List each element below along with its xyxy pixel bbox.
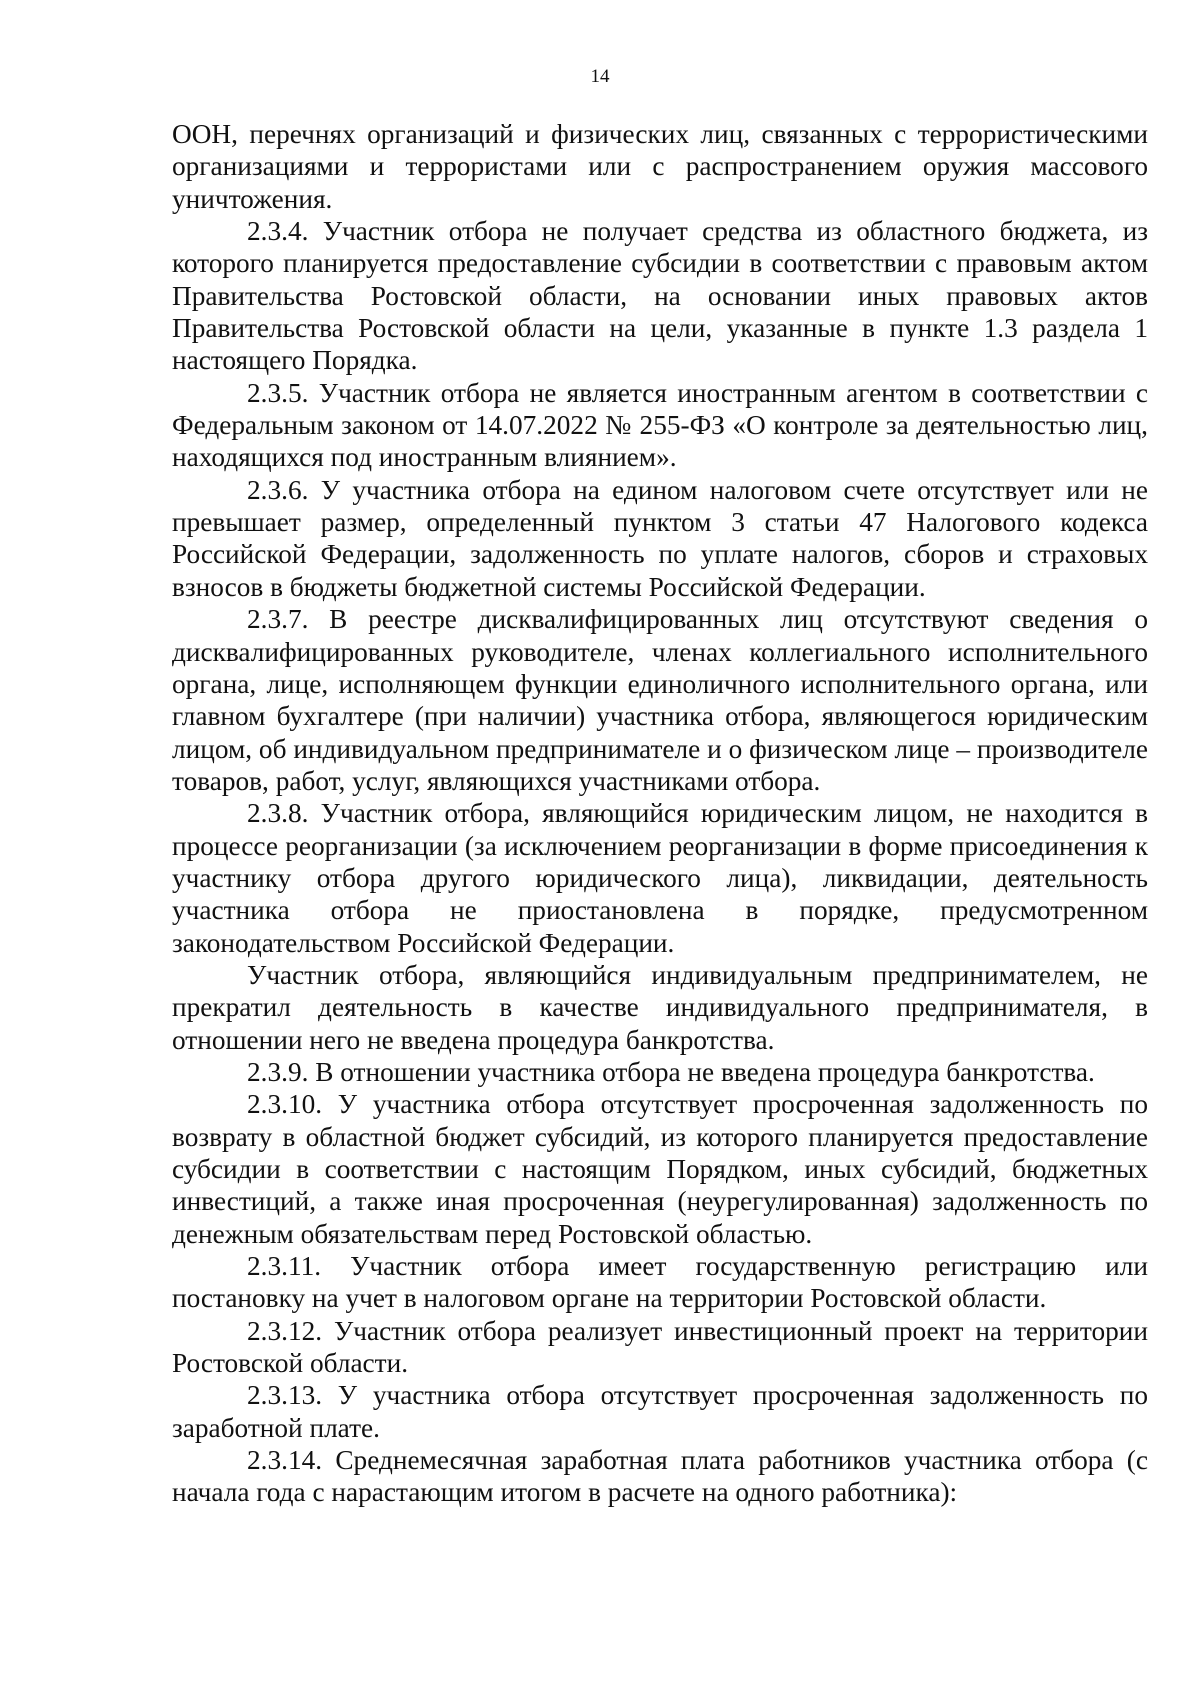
paragraph-2-3-14: 2.3.14. Среднемесячная заработная плата работников участника отбора (с начала года с нарастающим итогом в расчете на одного работника): bbox=[172, 1445, 1148, 1508]
paragraph-2-3-8-entrepreneur: Участник отбора, являющийся индивидуальным предпринимателем, не прекратил деятельность в качестве индивидуального предпринимателя, в отношении него не введена процедура банкротства. bbox=[172, 959, 1148, 1055]
paragraph-2-3-4: 2.3.4. Участник отбора не получает средства из областного бюджета, из которого планируется предоставление субсидии в соответствии с правовым актом Правительства Ростовской области, на основании иных правовых актов Правительства Ростовской области на цели, указанные в пункте 1.3 раздела 1 настоящего Порядка. bbox=[172, 216, 1148, 376]
page-number: 14 bbox=[590, 66, 610, 87]
paragraph-2-3-6: 2.3.6. У участника отбора на едином налоговом счете отсутствует или не превышает размер, определенный пунктом 3 статьи 47 Налогового кодекса Российской Федерации, задолженность по уплате налогов, сборов и страховых взносов в бюджеты бюджетной системы Российской Федерации. bbox=[172, 474, 1148, 602]
paragraph-2-3-5: 2.3.5. Участник отбора не является иностранным агентом в соответствии с Федеральным законом от 14.07.2022 № 255-ФЗ «О контроле за деятельностью лиц, находящихся под иностранным влиянием». bbox=[172, 377, 1148, 473]
paragraph-2-3-10: 2.3.10. У участника отбора отсутствует просроченная задолженность по возврату в областной бюджет субсидий, из которого планируется предоставление субсидии в соответствии с настоящим Порядком, иных субсидий, бюджетных инвестиций, а также иная просроченная (неурегулированная) задолженность по денежным обязательствам перед Ростовской областью. bbox=[172, 1089, 1148, 1249]
document-body bbox=[172, 118, 1148, 1509]
paragraph-2-3-13: 2.3.13. У участника отбора отсутствует просроченная задолженность по заработной плате. bbox=[172, 1380, 1148, 1443]
paragraph-2-3-8: 2.3.8. Участник отбора, являющийся юридическим лицом, не находится в процессе реорганизации (за исключением реорганизации в форме присоединения к участнику отбора другого юридического лица), ликвидации, деятельность участника отбора не приостановлена в порядке, предусмотренном законодательством Российской Федерации. bbox=[172, 798, 1148, 958]
paragraph-continuation: ООН, перечнях организаций и физических лиц, связанных с террористическими организациями и террористами или с распространением оружия массового уничтожения. bbox=[172, 119, 1148, 214]
paragraph-2-3-7: 2.3.7. В реестре дисквалифицированных лиц отсутствуют сведения о дисквалифицированных руководителе, членах коллегиального исполнительного органа, лице, исполняющем функции единоличного исполнительного органа, или главном бухгалтере (при наличии) участника отбора, являющегося юридическим лицом, об индивидуальном предпринимателе и о физическом лице – производителе товаров, работ, услуг, являющихся участниками отбора. bbox=[172, 604, 1148, 796]
paragraph-2-3-11: 2.3.11. Участник отбора имеет государственную регистрацию или постановку на учет в налоговом органе на территории Ростовской области. bbox=[172, 1251, 1148, 1314]
paragraph-2-3-9: 2.3.9. В отношении участника отбора не введена процедура банкротства. bbox=[247, 1056, 1095, 1087]
paragraph-2-3-12: 2.3.12. Участник отбора реализует инвестиционный проект на территории Ростовской области. bbox=[172, 1315, 1148, 1379]
